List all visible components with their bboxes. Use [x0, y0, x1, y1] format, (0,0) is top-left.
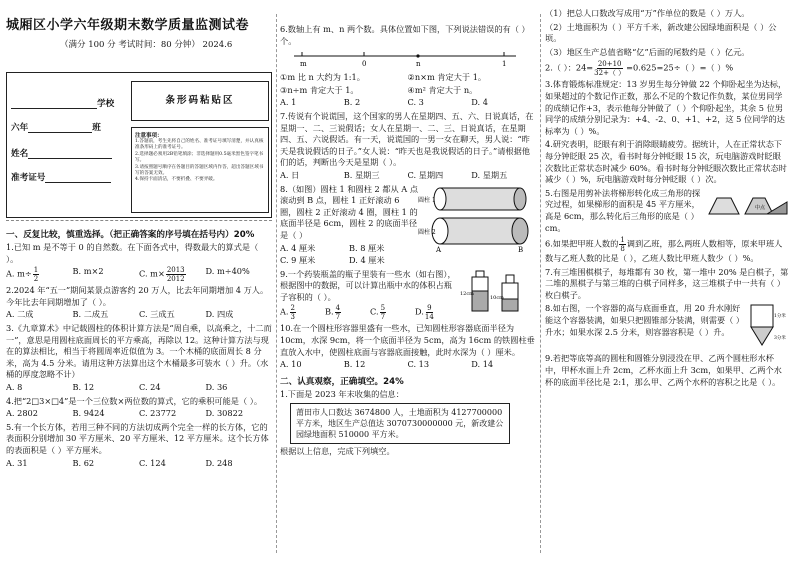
rolling-cylinders-figure	[418, 182, 532, 252]
ticket-number-field[interactable]: 准考证号	[11, 171, 111, 183]
q5-options	[6, 458, 272, 470]
question-10: 10.在一个圆柱形容器里盛有一些水，已知圆柱形容器底面半径为 10cm，水深 9cm，将一个底面半径为 5cm，高为 16cm 的铁圆柱垂直放入水中，使圆柱底面与容器底面接触，此时水深为（ ）厘米。	[280, 323, 535, 357]
q6-statement: ②n×m 肯定大于 1。	[407, 72, 487, 83]
q4-option-c[interactable]: C. 23772	[139, 408, 177, 419]
height-label: 3分米	[774, 336, 786, 342]
q1-option-a[interactable]: A. m÷ $\frac{1}{2}$	[6, 266, 39, 284]
q6-statement: ①m 比 n 大约为 1:1。	[280, 72, 365, 83]
q3-option-b[interactable]: B. 12	[72, 381, 95, 392]
q2-option-b[interactable]: B. 二成五	[72, 309, 109, 320]
question-3: 3.《九章算术》中记载圆柱的体积计算方法是“周自乘，以高乘之，十二而一”，意思是用圆柱底面周长的平方乘高，再除以 12。这种计算方法与现在的算法相比，相当于将圆周率近似值为 3。一个木桶的底面周长 8 分米，高为 4.5 分米。请用这种方法算出这个木桶最多可装水（ ）升。（水桶的厚度忽略不计）	[6, 322, 272, 380]
point-b-label: B	[518, 245, 524, 252]
fill-question-3: 3.体育锻炼标准规定：13 岁男生每分钟做 22 个仰卧起坐为达标，如果超过的个数记作正数，那么不足的个数记作负数，某位男同学的成绩记作+3，表示他每分钟做了（ ）个仰卧起坐，其余 5 位男同学的成绩分别记录为：+4、-2、0、+1、+2，这 5 位同学的达标率为（ ）%。	[545, 79, 787, 136]
question-2: 2.2024 年“五一”期间某景点游客约 20 万人，比去年同期增加 4 万人。今年比去年同期增加了（ ）。	[6, 285, 269, 307]
exam-title: 城厢区小学六年级期末数学质量监测试卷	[6, 18, 250, 33]
fill-1-part-3: （3）地区生产总值省略“亿”后面的尾数约是（ ）亿元。	[545, 46, 750, 57]
q5-option-c[interactable]: C. 124	[139, 457, 166, 468]
q9-option-a[interactable]: A. $\frac{2}{3}$	[280, 304, 295, 322]
q10-option-a[interactable]: A. 10	[280, 359, 302, 370]
notice-line: 3.请按照题号顺序在各题目的答题区域内作答，超出答题区域书写的答案无效。	[135, 164, 264, 177]
fill-question-9: 9.若把等底等高的圆柱和圆锥分别浸没在甲、乙两个圆柱形水杯中，甲杯水面上升 2cm，乙杯水面上升 3cm，如果甲、乙两个水杯的底面半径比是 2:1，那么甲、乙两个水杯的容积之比是（ ）。	[545, 353, 782, 387]
question-5: 5.有一个长方体，若用三种不同的方法切成两个完全一样的长方体，它的表面积分别增加 30 平方厘米、20 平方厘米、12 平方厘米。这个长方体的表面积是（ ）平方厘米。	[6, 421, 269, 455]
q10-option-c[interactable]: C. 13	[407, 359, 430, 370]
q3-option-d[interactable]: D. 36	[205, 381, 228, 392]
bottle-dimension-label: 10cm	[490, 294, 504, 301]
column-divider	[540, 14, 541, 553]
bottle-dimension-label: 12cm	[460, 290, 474, 297]
section-1	[6, 224, 272, 469]
q6-statements	[280, 72, 535, 84]
q7-option-c[interactable]: C. 星期四	[407, 169, 444, 180]
q10-option-b[interactable]: B. 12	[343, 359, 366, 370]
fill-question-1: 1.下面是 2023 年末收集的信息：	[280, 388, 404, 399]
name-field[interactable]: 姓名	[11, 147, 112, 159]
q7-option-d[interactable]: D. 星期五	[471, 169, 508, 180]
q3-option-a[interactable]: A. 8	[6, 381, 23, 392]
q6-statements	[280, 85, 535, 97]
q6-options	[280, 97, 535, 109]
q8-option-c[interactable]: C. 9 厘米	[280, 255, 316, 266]
q7-option-b[interactable]: B. 星期三	[343, 169, 380, 180]
q4-options	[6, 408, 272, 420]
axis-label-m: m	[300, 60, 307, 68]
fill-question-6: 6.如果把甲班人数的 $\frac{1}{8}$ 调到乙班，那么两班人数相等，原来甲班人数与乙班人数的比是（ ），乙班人数比甲班人数少（ ）%。	[545, 236, 783, 264]
height-label: 1分米	[774, 314, 786, 320]
fill-question-2: 2.（ ）：24= $\frac{20+10}{32+( )}$ =0.625=25÷（ ）=（ ）%	[545, 60, 734, 78]
q8-options	[280, 243, 418, 255]
q4-option-a[interactable]: A. 2802	[6, 408, 38, 419]
q4-option-b[interactable]: B. 9424	[72, 408, 105, 419]
candidate-info-box	[6, 72, 272, 218]
q6-statement: ③n÷m 肯定大于 1。	[280, 84, 359, 95]
cylinder-2-label: 圆柱 2	[418, 228, 436, 236]
q8-option-d[interactable]: D. 4 厘米	[349, 255, 385, 266]
axis-label-zero: 0	[362, 60, 367, 68]
q4-option-d[interactable]: D. 30822	[205, 408, 244, 419]
q8-option-b[interactable]: B. 8 厘米	[349, 242, 385, 253]
number-line-figure	[280, 47, 530, 67]
q9-option-c[interactable]: C. $\frac{5}{7}$	[370, 304, 386, 322]
q1-option-c[interactable]: C. m× $\frac{2013}{2012}$	[139, 266, 185, 284]
q2-option-c[interactable]: C. 三成五	[139, 309, 175, 320]
section-1-heading: 一、反复比较，慎重选择。（把正确答案的序号填在括号内）20%	[6, 230, 255, 240]
q6-option-a[interactable]: A. 1	[280, 97, 297, 108]
column-left	[6, 6, 272, 557]
question-6: 6.数轴上有 m、n 两个数。具体位置如下图，下列说法错误的有（ ）个。	[280, 24, 530, 46]
q2-option-d[interactable]: D. 四成	[205, 309, 234, 320]
school-field[interactable]: 学校	[11, 97, 114, 109]
axis-label-n: n	[416, 60, 421, 68]
q5-option-a[interactable]: A. 31	[6, 457, 28, 468]
q1-option-d[interactable]: D. m÷40%	[205, 266, 250, 277]
q9-option-d[interactable]: D. $\frac{9}{14}$	[415, 304, 434, 322]
q6-statement: ④m² 肯定大于 n。	[407, 84, 478, 95]
q6-option-d[interactable]: D. 4	[471, 97, 488, 108]
q1-options	[6, 266, 272, 283]
q5-option-b[interactable]: B. 62	[72, 457, 95, 468]
q6-option-b[interactable]: B. 2	[343, 97, 361, 108]
q8-options	[280, 255, 418, 267]
fill-question-4: 4.研究表明，眨眼有利于消除眼睛疲劳。据统计，人在正常状态下每分钟眨眼 25 次，看书时每分钟眨眼 15 次，玩电脑游戏时眨眼次数比正常状态时减少 60%。看书时每分钟眨眼次数比正常状态时减少（ ）%，玩电脑游戏时每分钟眨眼（ ）次。	[545, 139, 787, 185]
fill-question-5: 5.右图是用剪补法将梯形转化成三角形的探究过程，如果梯形的面积是 45 平方厘米，高是 6cm，那么转化后三角形的底是（ ）cm。	[545, 187, 701, 233]
question-1: 1.已知 m 是不等于 0 的自然数。在下面各式中，得数最大的算式是（ ）。	[6, 242, 259, 264]
section-2-heading: 二、认真观察，正确填空。24%	[280, 376, 404, 387]
column-right	[545, 6, 789, 557]
notice-line: 2.选择题必须用2B铅笔填涂；非选择题用0.5毫米黑色签字笔书写。	[135, 151, 264, 164]
info-table: 莆田市人口数达 3674800 人，土地面积为 4127700000 平方米，地区生产总值达 3070730000000 元，新改建公园绿地面积 510000 平方米。	[290, 403, 510, 444]
fill-1-part-1: （1）把总人口数改写成用“万”作单位的数是（ ）万人。	[545, 8, 750, 18]
q3-option-c[interactable]: C. 24	[139, 381, 161, 392]
fill-question-7: 7.有三堆围棋棋子，每堆都有 30 枚，第一堆中 20% 是白棋子，第二堆的黑棋子与第三堆的白棋子同样多，这三堆棋子中一共有（ ）枚白棋子。	[545, 266, 789, 300]
fill-1-part-2: （2）土地面积为（ ）平方千米，新改建公园绿地面积是（ ）公顷。	[545, 21, 777, 44]
question-4: 4.把“2□3×□4”是一个三位数×两位数的算式，它的乘积可能是（ ）。	[6, 395, 263, 406]
column-divider	[276, 14, 277, 553]
q2-option-a[interactable]: A. 二成	[6, 309, 34, 320]
fill-question-1-instruction: 根据以上信息，完成下列填空。	[280, 446, 395, 457]
notice-line: 1.答题前，考生先将自己的姓名、准考证号填写清楚，并认真核准条形码上的准考证号。	[135, 139, 264, 151]
q10-options	[280, 359, 535, 371]
seal-line	[6, 220, 272, 221]
bottle-figure	[460, 267, 532, 315]
q7-option-a[interactable]: A. 日	[280, 169, 300, 180]
barcode-area: 条形码粘贴区	[131, 81, 269, 121]
point-a-label: A	[436, 245, 442, 252]
q7-options	[280, 170, 535, 182]
question-8: 8.（如图）圆柱 1 和圆柱 2 都从 A 点滚动到 B 点，圆柱 1 正好滚动 6 圈，圆柱 2 正好滚动 4 圈，圆柱 1 的底面半径是 6cm，圆柱 2 的底面半径是（ ）	[280, 183, 419, 240]
q8-option-a[interactable]: A. 4 厘米	[280, 242, 316, 253]
notice-box	[131, 127, 269, 213]
column-middle	[280, 6, 535, 557]
q5-option-d[interactable]: D. 248	[205, 457, 233, 468]
exam-subtitle: （满分 100 分 考试时间：80 分钟） 2024.6	[60, 40, 233, 50]
class-field[interactable]: 六年 班	[11, 123, 101, 133]
q3-options	[6, 382, 272, 394]
q6-option-c[interactable]: C. 3	[407, 97, 424, 108]
notice-title: 注意事项：	[135, 133, 163, 139]
q10-option-d[interactable]: D. 14	[471, 359, 494, 370]
trapezoid-figure	[705, 186, 789, 220]
midpoint-label: 中点	[755, 204, 766, 211]
q9-option-b[interactable]: B. $\frac{4}{7}$	[325, 304, 341, 322]
q2-options	[6, 309, 272, 321]
axis-label-one: 1	[502, 60, 507, 68]
notice-line: 4.保持卡面清洁，不要折叠、不要弄破。	[135, 177, 218, 183]
container-figure	[741, 301, 787, 351]
q1-option-b[interactable]: B. m×2	[72, 266, 104, 277]
q9-options	[280, 304, 460, 321]
fill-question-8: 8.如右图，一个容器的高与底面垂直，用 20 升水刚好能这个容器装满，如果只把圆锥部分装满，则需要（ ）升水；如果水深 2.5 分米，则容器容积是（ ）升。	[545, 303, 741, 337]
question-7: 7.传说有个说谎国，这个国家的男人在星期四、五、六、日说真话，在星期一、二、三说假话；女人在星期一、二、三、日说真话，在星期四、五、六说假话。有一天，说谎国的一男一女在聊天，男人说：“昨天是我说假话的日子。”女人说：“昨天也是我说假话的日子。”请根据他们的话，判断出今天是星期（ ）。	[280, 110, 534, 168]
cylinder-1-label: 圆柱 1	[418, 196, 436, 204]
question-9: 9.一个药装瓶盖的瓶子里装有一些水（如右图），根据图中的数据，可以计算出瓶中水的体积占瓶子容积的（ ）。	[280, 268, 456, 302]
